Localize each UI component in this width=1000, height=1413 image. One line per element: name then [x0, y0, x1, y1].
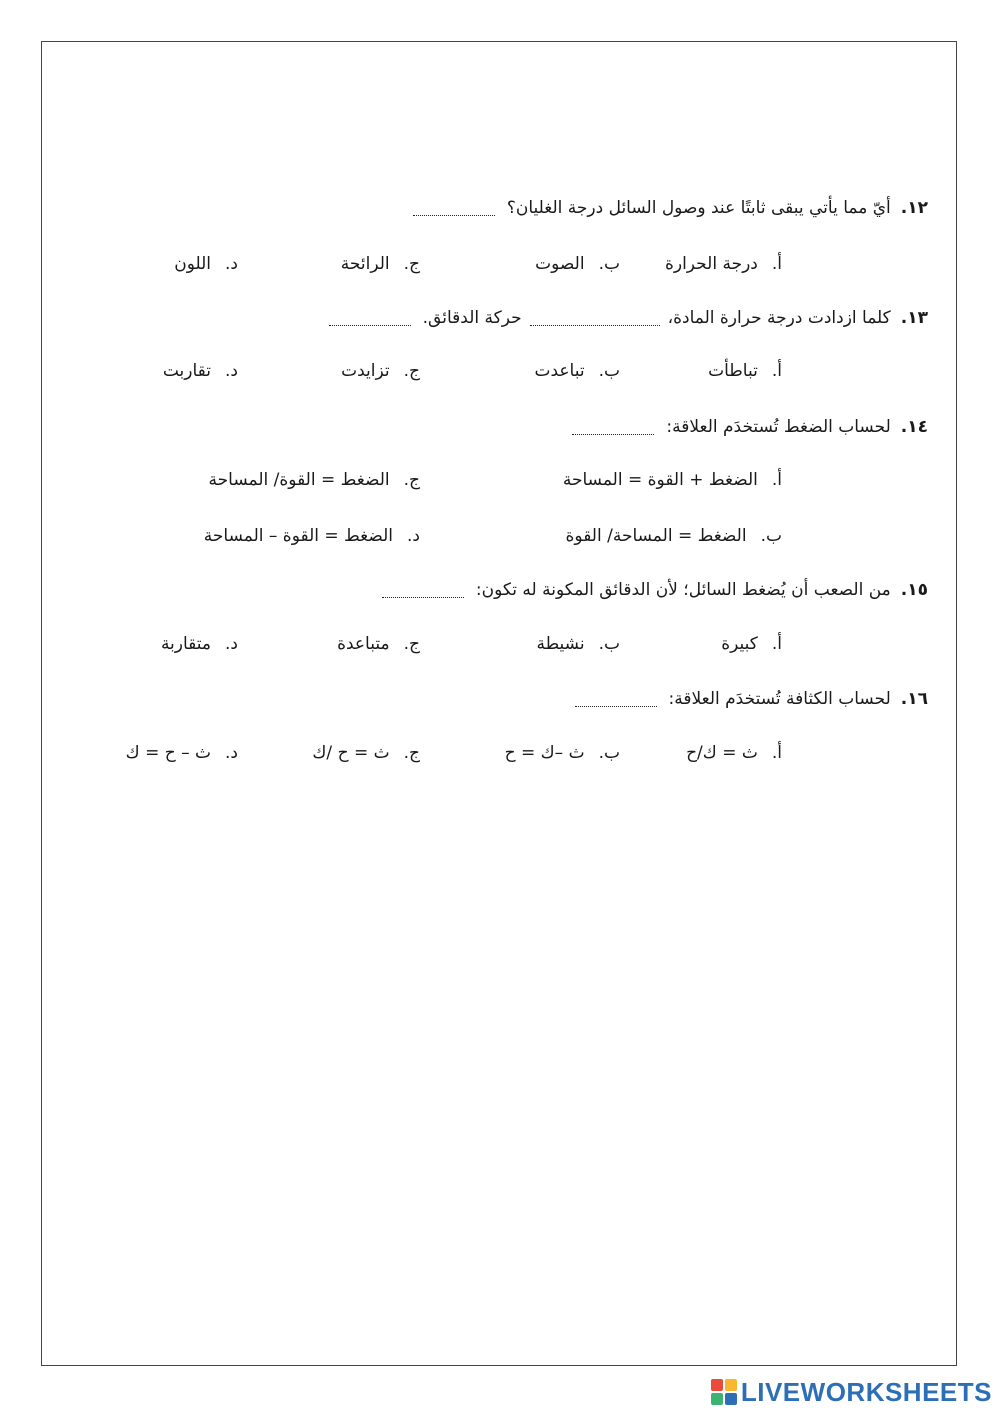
option-d[interactable]: د. الضغط = القوة – المساحة — [203, 526, 420, 546]
answer-blank[interactable] — [575, 692, 657, 707]
question-13 — [329, 303, 928, 333]
option-a[interactable]: أ. ث = ك/ح — [686, 743, 782, 763]
option-d[interactable]: د. متقاربة — [160, 634, 238, 654]
option-a[interactable]: أ. درجة الحرارة — [664, 254, 782, 274]
option-b[interactable]: ب. نشيطة — [536, 634, 620, 654]
option-d[interactable]: د. ث – ح = ك — [125, 743, 238, 763]
option-c[interactable]: ج. ث = ح /ك — [312, 743, 420, 763]
option-d[interactable]: د. اللون — [174, 254, 238, 274]
answer-blank[interactable] — [329, 311, 411, 326]
question-14 — [572, 412, 928, 442]
question-number: ١٤. — [900, 417, 928, 437]
question-text: من الصعب أن يُضغط السائل؛ لأن الدقائق المكونة له تكون: — [475, 580, 891, 600]
option-b[interactable]: ب. الصوت — [535, 254, 620, 274]
liveworksheets-logo-icon — [711, 1379, 737, 1405]
question-text: لحساب الضغط تُستخدَم العلاقة: — [666, 417, 891, 437]
option-a[interactable]: أ. الضغط + القوة = المساحة — [562, 470, 782, 490]
question-number: ١٥. — [900, 580, 928, 600]
option-a[interactable]: أ. كبيرة — [721, 634, 782, 654]
question-12 — [413, 193, 928, 223]
option-b[interactable]: ب. الضغط = المساحة/ القوة — [565, 526, 782, 546]
option-c[interactable]: ج. متباعدة — [337, 634, 420, 654]
question-number: ١٣. — [900, 308, 928, 328]
answer-blank[interactable] — [382, 583, 464, 598]
option-b[interactable]: ب. تباعدت — [534, 361, 620, 381]
option-b[interactable]: ب. ث –ك = ح — [504, 743, 620, 763]
question-text-after: حركة الدقائق. — [422, 308, 522, 328]
option-c[interactable]: ج. الرائحة — [340, 254, 420, 274]
option-c[interactable]: ج. تزايدت — [341, 361, 420, 381]
question-number: ١٢. — [900, 198, 928, 218]
option-a[interactable]: أ. تباطأت — [708, 361, 782, 381]
option-d[interactable]: د. تقاربت — [162, 361, 238, 381]
inline-blank[interactable] — [530, 311, 660, 326]
question-16 — [575, 684, 928, 714]
brand-name: LIVEWORKSHEETS — [740, 1376, 992, 1407]
question-text-before: كلما ازدادت درجة حرارة المادة، — [667, 308, 891, 328]
option-c[interactable]: ج. الضغط = القوة/ المساحة — [208, 470, 420, 490]
answer-blank[interactable] — [413, 201, 495, 216]
liveworksheets-logo[interactable] — [711, 1375, 992, 1409]
question-15 — [382, 575, 928, 605]
question-text: أيّ مما يأتي يبقى ثابتًا عند وصول السائل درجة الغليان؟ — [506, 198, 891, 218]
answer-blank[interactable] — [572, 420, 654, 435]
question-number: ١٦. — [900, 689, 928, 709]
question-text: لحساب الكثافة تُستخدَم العلاقة: — [668, 689, 891, 709]
